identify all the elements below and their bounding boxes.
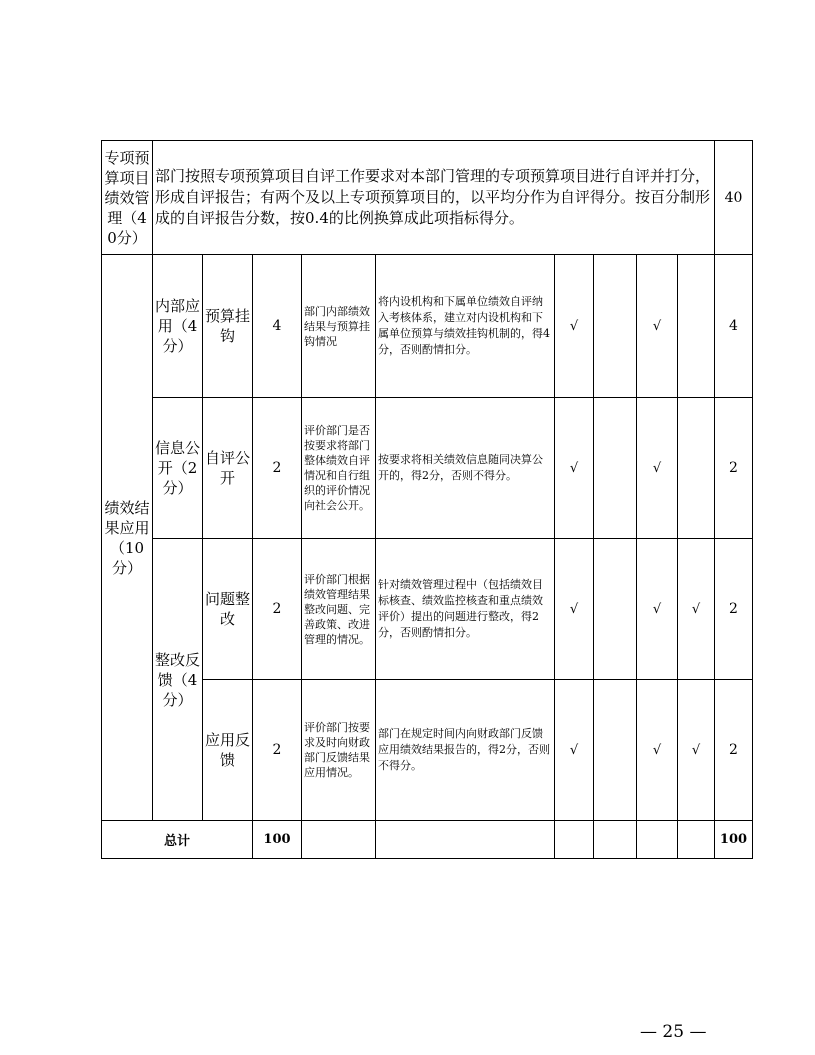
item-cell: 应用反馈 <box>203 680 253 821</box>
content-cell: 部门内部绩效结果与预算挂钩情况 <box>302 255 376 398</box>
total-label: 总计 <box>102 821 253 859</box>
table-row <box>102 255 753 398</box>
check-cell: √ <box>637 539 678 680</box>
table-row <box>102 539 753 680</box>
check-cell: √ <box>678 539 715 680</box>
check-cell: √ <box>637 398 678 539</box>
criteria-cell: 部门在规定时间内向财政部门反馈应用绩效结果报告的，得2分，否则不得分。 <box>376 680 555 821</box>
check-cell <box>594 398 637 539</box>
total-row <box>102 821 753 859</box>
check-cell: √ <box>637 255 678 398</box>
empty-cell <box>302 821 376 859</box>
check-cell <box>678 255 715 398</box>
content-cell: 评价部门根据绩效管理结果整改问题、完善政策、改进管理的情况。 <box>302 539 376 680</box>
score-cell: 2 <box>715 539 753 680</box>
empty-cell <box>555 821 594 859</box>
empty-cell <box>637 821 678 859</box>
content-cell: 评价部门是否按要求将部门整体绩效自评情况和自行组织的评价情况向社会公开。 <box>302 398 376 539</box>
total-weight: 100 <box>253 821 302 859</box>
item-cell: 预算挂钩 <box>203 255 253 398</box>
item-cell: 问题整改 <box>203 539 253 680</box>
check-cell: √ <box>555 680 594 821</box>
row-special-project <box>102 141 753 255</box>
category-cell: 内部应用（4分） <box>153 255 203 398</box>
weight-cell: 2 <box>253 539 302 680</box>
score-cell: 4 <box>715 255 753 398</box>
empty-cell <box>376 821 555 859</box>
criteria-cell: 针对绩效管理过程中（包括绩效目标核查、绩效监控核查和重点绩效评价）提出的问题进行整改，得2分，否则酌情扣分。 <box>376 539 555 680</box>
check-cell: √ <box>555 255 594 398</box>
check-cell <box>594 680 637 821</box>
content-cell: 评价部门按要求及时向财政部门反馈结果应用情况。 <box>302 680 376 821</box>
score-cell: 2 <box>715 680 753 821</box>
application-group-title: 绩效结果应用（10分） <box>102 255 153 821</box>
category-cell: 整改反馈（4分） <box>153 539 203 821</box>
total-score: 100 <box>715 821 753 859</box>
weight-cell: 2 <box>253 398 302 539</box>
check-cell: √ <box>555 398 594 539</box>
check-cell <box>594 539 637 680</box>
weight-cell: 2 <box>253 680 302 821</box>
item-cell: 自评公开 <box>203 398 253 539</box>
criteria-cell: 按要求将相关绩效信息随同决算公开的，得2分，否则不得分。 <box>376 398 555 539</box>
criteria-cell: 将内设机构和下属单位绩效自评纳入考核体系，建立对内设机构和下属单位预算与绩效挂钩机制的，得4分，否则酌情扣分。 <box>376 255 555 398</box>
empty-cell <box>678 821 715 859</box>
special-project-description: 部门按照专项预算项目自评工作要求对本部门管理的专项预算项目进行自评并打分，形成自评报告；有两个及以上专项预算项目的，以平均分作为自评得分。按百分制形成的自评报告分数，按0.4的比例换算成此项指标得分。 <box>153 141 715 255</box>
empty-cell <box>594 821 637 859</box>
check-cell: √ <box>678 680 715 821</box>
check-cell <box>594 255 637 398</box>
check-cell: √ <box>637 680 678 821</box>
score-cell: 2 <box>715 398 753 539</box>
evaluation-table <box>101 140 753 859</box>
check-cell <box>678 398 715 539</box>
check-cell: √ <box>555 539 594 680</box>
special-project-score: 40 <box>715 141 753 255</box>
table-row <box>102 398 753 539</box>
special-project-title: 专项预算项目绩效管理（40分） <box>102 141 153 255</box>
page-number: — 25 — <box>640 1022 707 1042</box>
weight-cell: 4 <box>253 255 302 398</box>
category-cell: 信息公开（2分） <box>153 398 203 539</box>
